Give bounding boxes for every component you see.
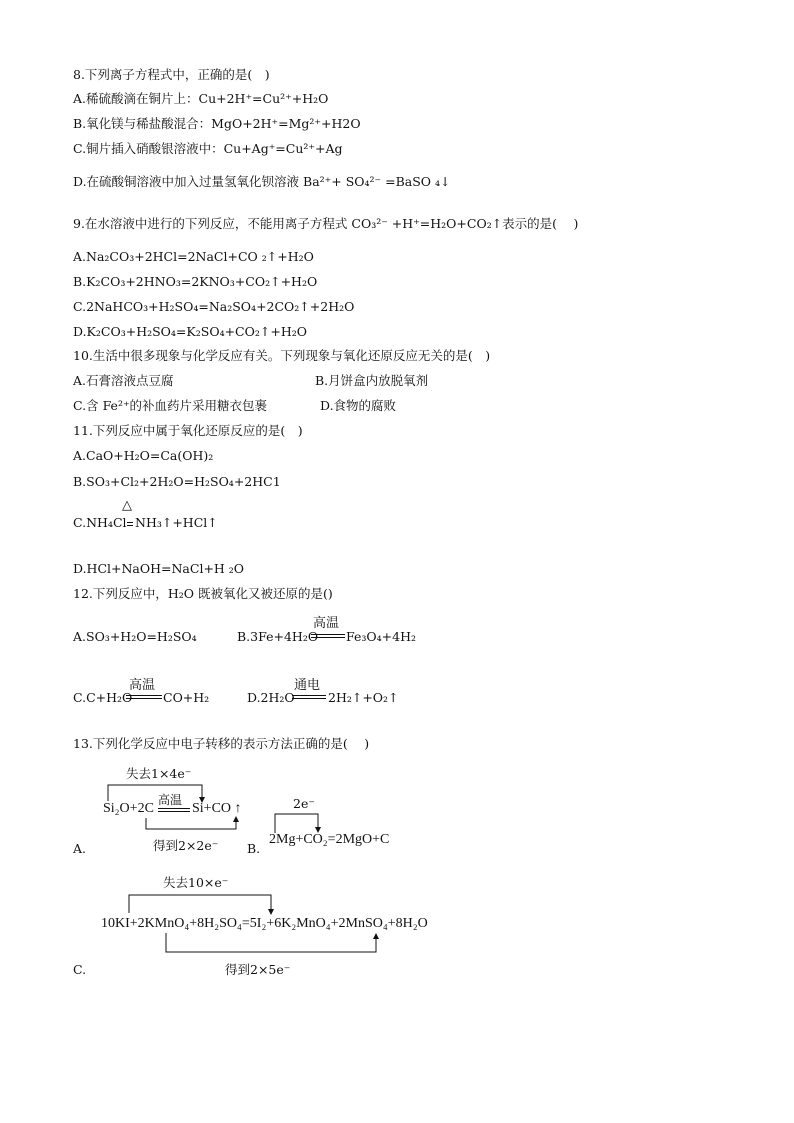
q13-a-option-label: A.: [73, 841, 87, 856]
a-lose-arrow: [108, 785, 202, 801]
q13-c-lose-label: 失去10×e⁻: [163, 875, 229, 890]
q8-option-c: C.铜片插入硝酸银溶液中：Cu+Ag⁺=Cu²⁺+Ag: [73, 141, 343, 156]
q10-option-d: D.食物的腐败: [320, 398, 397, 413]
q9-option-d: D.K₂CO₃+H₂SO₄=K₂SO₄+CO₂↑+H₂O: [73, 324, 307, 339]
q12-option-d-condition: 通电: [294, 678, 321, 693]
q11-option-d: D.HCl+NaOH=NaCl+H ₂O: [73, 561, 245, 576]
b-transfer-arrow: [275, 814, 318, 833]
q12-option-b-condition: 高温: [313, 616, 340, 631]
q10-option-a: A.石膏溶液点豆腐: [73, 373, 174, 388]
q11-option-c-reactant: C.NH₄Cl: [73, 515, 127, 530]
q10-stem: 10.生活中很多现象与化学反应有关。下列现象与氧化还原反应无关的是( ): [73, 348, 491, 363]
q12-option-a: A.SO₃+H₂O=H₂SO₄: [73, 629, 197, 644]
a-gain-arrow: [146, 818, 236, 829]
c-gain-arrow: [166, 933, 376, 952]
q12-stem: 12.下列反应中，H₂O 既被氧化又被还原的是(): [73, 586, 333, 601]
q11-option-c-product: NH₃↑+HCl↑: [135, 515, 218, 530]
q11-option-c-heat-condition: △: [122, 498, 132, 513]
q13-stem: 13.下列化学反应中电子转移的表示方法正确的是( ): [73, 736, 370, 751]
q8-option-d: D.在硫酸铜溶液中加入过量氢氧化钡溶液 Ba²⁺+ SO₄²⁻ =BaSO ₄↓: [73, 174, 451, 189]
q12-option-c-reactant: C.C+H₂O: [73, 690, 133, 705]
q13-c-gain-label: 得到2×5e⁻: [225, 962, 291, 977]
q13-a-lose-label: 失去1×4e⁻: [126, 766, 192, 781]
q10-option-c: C.含 Fe²⁺的补血药片采用糖衣包裹: [73, 398, 268, 413]
q12-option-c-condition: 高温: [129, 678, 156, 693]
q13-a-equals: [158, 808, 190, 812]
q13-a-product: Si+CO ↑: [192, 801, 242, 816]
q8-stem: 8.下列离子方程式中，正确的是( ): [73, 67, 270, 82]
q11-option-b: B.SO₃+Cl₂+2H₂O=H₂SO₄+2HC1: [73, 474, 281, 489]
q13-c-option-label: C.: [73, 962, 87, 977]
q13-b-transfer-label: 2e⁻: [293, 796, 315, 811]
q8-option-a: A.稀硫酸滴在铜片上：Cu+2H⁺=Cu²⁺+H₂O: [73, 91, 329, 106]
q12-option-d-product: 2H₂↑+O₂↑: [328, 690, 399, 705]
c-lose-arrow: [129, 895, 271, 913]
q9-option-a: A.Na₂CO₃+2HCl=2NaCl+CO ₂↑+H₂O: [73, 249, 314, 264]
q12-option-d-reactant: D.2H₂O: [247, 690, 295, 705]
q11-option-a: A.CaO+H₂O=Ca(OH)₂: [73, 448, 214, 463]
q9-option-c: C.2NaHCO₃+H₂SO₄=Na₂SO₄+2CO₂↑+2H₂O: [73, 299, 355, 314]
q13-a-condition: 高温: [158, 793, 183, 807]
q13-a-reactant: Si₂O+2C: [103, 801, 154, 816]
q9-stem: 9.在水溶液中进行的下列反应，不能用离子方程式 CO₃²⁻ +H⁺=H₂O+CO₂↑表示的是( ): [73, 216, 579, 231]
q12-option-c-product: CO+H₂: [163, 690, 210, 705]
q12-option-b-reactant: B.3Fe+4H₂O: [237, 629, 319, 644]
q13-b-equation: 2Mg+CO₂=2MgO+C: [269, 832, 390, 847]
q12-option-b-product: Fe₃O₄+4H₂: [346, 629, 416, 644]
q13-b-option-label: B.: [247, 841, 261, 856]
q10-option-b: B.月饼盒内放脱氧剂: [315, 373, 429, 388]
q9-option-b: B.K₂CO₃+2HNO₃=2KNO₃+CO₂↑+H₂O: [73, 274, 318, 289]
q11-stem: 11.下列反应中属于氧化还原反应的是( ): [73, 423, 303, 438]
q8-option-b: B.氧化镁与稀盐酸混合：MgO+2H⁺=Mg²⁺+H2O: [73, 116, 361, 131]
q13-a-gain-label: 得到2×2e⁻: [153, 838, 219, 853]
q13-c-equation: 10KI+2KMnO₄+8H₂SO₄=5I₂+6K₂MnO₄+2MnSO₄+8H₂O: [101, 916, 428, 931]
